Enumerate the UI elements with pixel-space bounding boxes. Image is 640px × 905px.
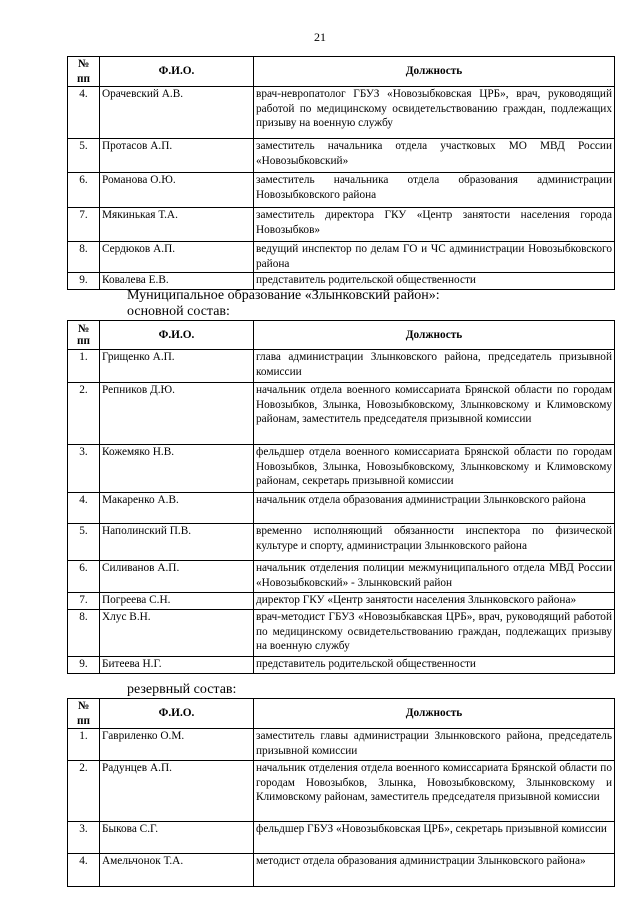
row-name: Хлус В.Н. bbox=[100, 610, 254, 657]
row-name: Кожемяко Н.В. bbox=[100, 445, 254, 493]
row-num: 6. bbox=[68, 173, 100, 208]
table-row bbox=[68, 383, 615, 445]
row-position: методист отдела образования администрации Злынковского района» bbox=[254, 854, 615, 887]
row-position: врач-невропатолог ГБУЗ «Новозыбковская ЦРБ», врач, руководящий работой по медицинскому освидетельствованию граждан, подлежащих призыву на военную службу bbox=[254, 87, 615, 139]
table-header-row bbox=[68, 57, 615, 87]
table-row bbox=[68, 493, 615, 524]
row-position: ведущий инспектор по делам ГО и ЧС администрации Новозыбковского района bbox=[254, 242, 615, 273]
row-num: 4. bbox=[68, 87, 100, 139]
row-position: заместитель начальника отдела образования администрации Новозыбковского района bbox=[254, 173, 615, 208]
header-position: Должность bbox=[254, 321, 615, 350]
row-name: Битеева Н.Г. bbox=[100, 657, 254, 674]
page-number: 21 bbox=[314, 30, 326, 44]
row-num: 5. bbox=[68, 524, 100, 561]
row-position: представитель родительской общественности bbox=[254, 657, 615, 674]
row-name: Макаренко А.В. bbox=[100, 493, 254, 524]
row-name: Протасов А.П. bbox=[100, 139, 254, 173]
section-subtitle-main: основной состав: bbox=[127, 304, 230, 319]
row-position: фельдшер ГБУЗ «Новозыбковская ЦРБ», секретарь призывной комиссии bbox=[254, 822, 615, 854]
row-num: 3. bbox=[68, 445, 100, 493]
row-name: Гавриленко О.М. bbox=[100, 729, 254, 761]
row-name: Погреева С.Н. bbox=[100, 593, 254, 610]
table-header-row bbox=[68, 699, 615, 729]
row-num: 5. bbox=[68, 139, 100, 173]
table-row bbox=[68, 761, 615, 822]
table-row bbox=[68, 822, 615, 854]
row-position: представитель родительской общественности bbox=[254, 273, 615, 290]
row-num: 7. bbox=[68, 208, 100, 242]
row-name: Романова О.Ю. bbox=[100, 173, 254, 208]
row-num: 1. bbox=[68, 729, 100, 761]
commission-table-3 bbox=[67, 698, 615, 887]
table-header-row bbox=[68, 321, 615, 350]
section-title-reserve: резервный состав: bbox=[127, 682, 237, 697]
row-num: 2. bbox=[68, 761, 100, 822]
row-position: временно исполняющий обязанности инспектора по физической культуре и спорту, администрации Злынковского района bbox=[254, 524, 615, 561]
row-name: Радунцев А.П. bbox=[100, 761, 254, 822]
row-num: 8. bbox=[68, 242, 100, 273]
row-num: 3. bbox=[68, 822, 100, 854]
table-row bbox=[68, 173, 615, 208]
row-position: заместитель главы администрации Злынковского района, председатель призывной комиссии bbox=[254, 729, 615, 761]
row-num: 7. bbox=[68, 593, 100, 610]
row-position: врач-методист ГБУЗ «Новозыбкавская ЦРБ», врач, руководящий работой по медицинскому освидетельствованию граждан, подлежащих призыву на военную службу bbox=[254, 610, 615, 657]
table-row bbox=[68, 445, 615, 493]
row-name: Грищенко А.П. bbox=[100, 350, 254, 383]
table-row bbox=[68, 87, 615, 139]
row-name: Репников Д.Ю. bbox=[100, 383, 254, 445]
row-name: Ковалева Е.В. bbox=[100, 273, 254, 290]
row-name: Амельчонок Т.А. bbox=[100, 854, 254, 887]
header-name: Ф.И.О. bbox=[100, 699, 254, 729]
header-name: Ф.И.О. bbox=[100, 321, 254, 350]
header-position: Должность bbox=[254, 699, 615, 729]
row-name: Наполинский П.В. bbox=[100, 524, 254, 561]
header-position: Должность bbox=[254, 57, 615, 87]
row-num: 9. bbox=[68, 273, 100, 290]
table-row bbox=[68, 610, 615, 657]
row-num: 1. bbox=[68, 350, 100, 383]
table-row bbox=[68, 350, 615, 383]
header-num: № пп bbox=[68, 57, 100, 87]
row-num: 9. bbox=[68, 657, 100, 674]
row-position: начальник отдела образования администрации Злынковского района bbox=[254, 493, 615, 524]
table-row bbox=[68, 561, 615, 593]
row-num: 4. bbox=[68, 854, 100, 887]
row-num: 4. bbox=[68, 493, 100, 524]
row-name: Быкова С.Г. bbox=[100, 822, 254, 854]
row-position: заместитель начальника отдела участковых МО МВД России «Новозыбковский» bbox=[254, 139, 615, 173]
header-num: № пп bbox=[68, 321, 100, 350]
row-position: начальник отделения отдела военного комиссариата Брянской области по городам Новозыбков, Злынка, Новозыбковскому, Злынковскому и Климовскому районам, заместитель председателя призывной комиссии bbox=[254, 761, 615, 822]
row-name: Орачевский А.В. bbox=[100, 87, 254, 139]
row-num: 8. bbox=[68, 610, 100, 657]
header-num: № пп bbox=[68, 699, 100, 729]
table-row bbox=[68, 729, 615, 761]
table-row bbox=[68, 593, 615, 610]
row-position: начальник отделения полиции межмуниципального отдела МВД России «Новозыбковский» - Злынковский район bbox=[254, 561, 615, 593]
commission-table-2 bbox=[67, 320, 615, 674]
section-title-zlynka: Муниципальное образование «Злынковский район»: bbox=[127, 288, 440, 303]
row-name: Мякинькая Т.А. bbox=[100, 208, 254, 242]
header-name: Ф.И.О. bbox=[100, 57, 254, 87]
row-position: начальник отдела военного комиссариата Брянской области по городам Новозыбков, Злынка, Новозыбковскому, Злынковскому и Климовскому районам, заместитель председателя призывной комиссии bbox=[254, 383, 615, 445]
row-position: директор ГКУ «Центр занятости населения Злынковского района» bbox=[254, 593, 615, 610]
row-name: Силиванов А.П. bbox=[100, 561, 254, 593]
table-row bbox=[68, 242, 615, 273]
row-name: Сердюков А.П. bbox=[100, 242, 254, 273]
row-num: 2. bbox=[68, 383, 100, 445]
table-row bbox=[68, 854, 615, 887]
table-row bbox=[68, 657, 615, 674]
commission-table-1 bbox=[67, 56, 615, 290]
table-row bbox=[68, 524, 615, 561]
row-position: глава администрации Злынковского района, председатель призывной комиссии bbox=[254, 350, 615, 383]
table-row bbox=[68, 139, 615, 173]
row-position: фельдшер отдела военного комиссариата Брянской области по городам Новозыбков, Злынка, Новозыбковскому, Злынковскому и Климовскому районам, секретарь призывной комиссии bbox=[254, 445, 615, 493]
row-num: 6. bbox=[68, 561, 100, 593]
row-position: заместитель директора ГКУ «Центр занятости населения города Новозыбков» bbox=[254, 208, 615, 242]
table-row bbox=[68, 208, 615, 242]
